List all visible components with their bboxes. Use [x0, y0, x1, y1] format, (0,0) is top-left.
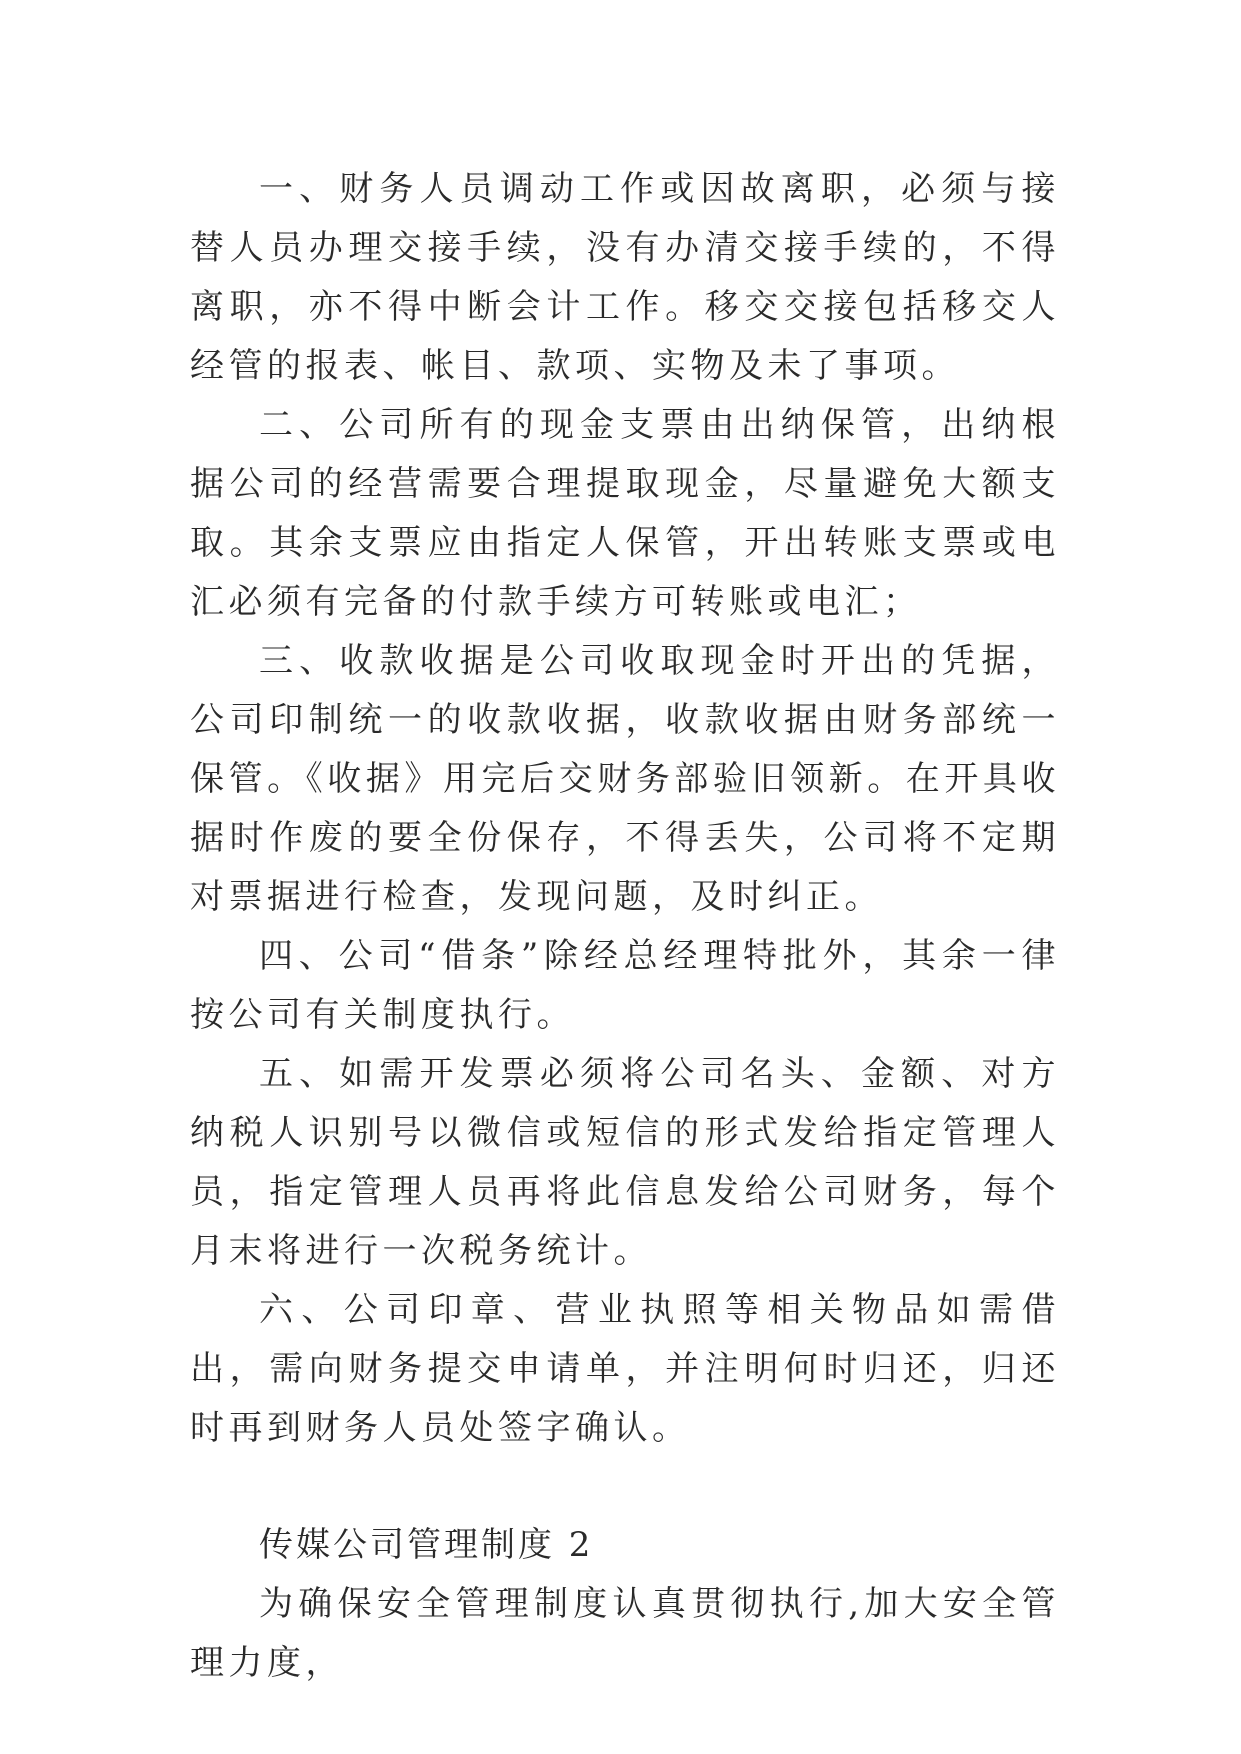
- section-title: 传媒公司管理制度 2: [259, 1525, 594, 1565]
- paragraph-7: 为确保安全管理制度认真贯彻执行,加大安全管理力度，: [190, 1584, 1060, 1683]
- paragraph-6: 六、公司印章、营业执照等相关物品如需借出，需向财务提交申请单，并注明何时归还，归还时再到财务人员处签字确认。: [190, 1290, 1060, 1448]
- paragraph-5: 五、如需开发票必须将公司名头、金额、对方纳税人识别号以微信或短信的形式发给指定管理人员，指定管理人员再将此信息发给公司财务，每个月末将进行一次税务统计。: [190, 1054, 1060, 1271]
- paragraph-3: 三、收款收据是公司收取现金时开出的凭据，公司印制统一的收款收据，收款收据由财务部统一保管。《收据》用完后交财务部验旧领新。在开具收据时作废的要全份保存，不得丢失，公司将不定期对票据进行检查，发现问题，及时纠正。: [190, 641, 1060, 917]
- paragraph-2: 二、公司所有的现金支票由出纳保管，出纳根据公司的经营需要合理提取现金，尽量避免大额支取。其余支票应由指定人保管，开出转账支票或电汇必须有完备的付款手续方可转账或电汇；: [190, 405, 1060, 622]
- document-body: [190, 160, 1060, 1693]
- paragraph-4: 四、公司“借条”除经总经理特批外，其余一律按公司有关制度执行。: [190, 936, 1060, 1035]
- paragraph-1: 一、财务人员调动工作或因故离职，必须与接替人员办理交接手续，没有办清交接手续的，不得离职，亦不得中断会计工作。移交交接包括移交人经管的报表、帐目、款项、实物及未了事项。: [190, 169, 1060, 386]
